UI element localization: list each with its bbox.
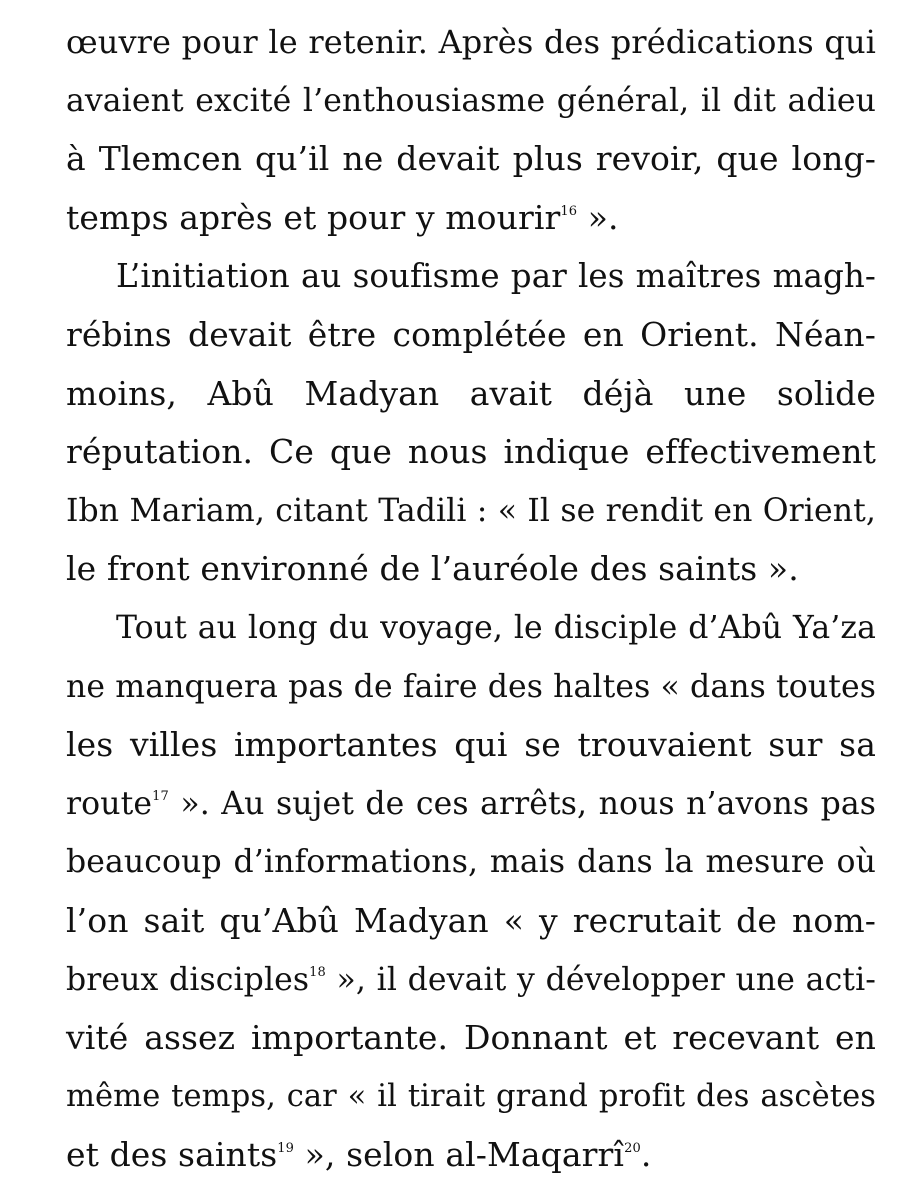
text-line: L’initiation au soufisme par les maîtres magh- xyxy=(116,257,876,296)
footnote-ref-18: 18 xyxy=(309,964,326,980)
text-line: le front environné de l’auréole des saints ». xyxy=(66,549,799,589)
paragraph-2 xyxy=(66,247,876,599)
footnote-ref-16: 16 xyxy=(560,203,578,219)
footnote-ref-17: 17 xyxy=(152,788,169,804)
text-line: rébins devait être complétée en Orient. Néan- xyxy=(66,314,876,354)
text-line: breux disciples$^{18}$ », il devait y développer une acti- xyxy=(66,961,876,998)
text-line: réputation. Ce que nous indique effectivement xyxy=(66,432,876,472)
text-line: moins, Abû Madyan avait déjà une solide xyxy=(66,373,876,413)
text-line: même temps, car « il tirait grand profit des ascètes xyxy=(66,1078,876,1114)
text-line: Tout au long du voyage, le disciple d’Abû Ya’za xyxy=(116,609,876,646)
text-line: temps après et pour y mourir$^{16}$ ». xyxy=(66,197,619,237)
text-line: beaucoup d’informations, mais dans la mesure où xyxy=(66,844,876,881)
footnote-ref-20: 20 xyxy=(624,1141,641,1157)
footnote-ref-19: 19 xyxy=(277,1141,295,1157)
text-line: à Tlemcen qu’il ne devait plus revoir, que long- xyxy=(66,139,876,179)
text-line: œuvre pour le retenir. Après des prédications qui xyxy=(66,23,876,61)
text-line: route$^{17}$ ». Au sujet de ces arrêts, nous n’avons pas xyxy=(66,785,876,822)
text-line: vité assez importante. Donnant et recevant en xyxy=(66,1018,876,1058)
text-line: l’on sait qu’Abû Madyan « y recrutait de nom- xyxy=(66,900,876,940)
paragraph-1 xyxy=(66,13,876,247)
text-line: les villes importantes qui se trouvaient sur sa xyxy=(66,725,876,765)
text-line: Ibn Mariam, citant Tadili : « Il se rendit en Orient, xyxy=(66,492,876,529)
text-line: avaient excité l’enthousiasme général, il dit adieu xyxy=(66,82,876,119)
paragraph-3 xyxy=(66,599,876,1185)
body-text xyxy=(66,13,876,1185)
text-line: et des saints$^{19}$ », selon al-Maqarrî$^{20}$. xyxy=(66,1135,652,1175)
text-line: ne manquera pas de faire des haltes « dans toutes xyxy=(66,668,876,705)
